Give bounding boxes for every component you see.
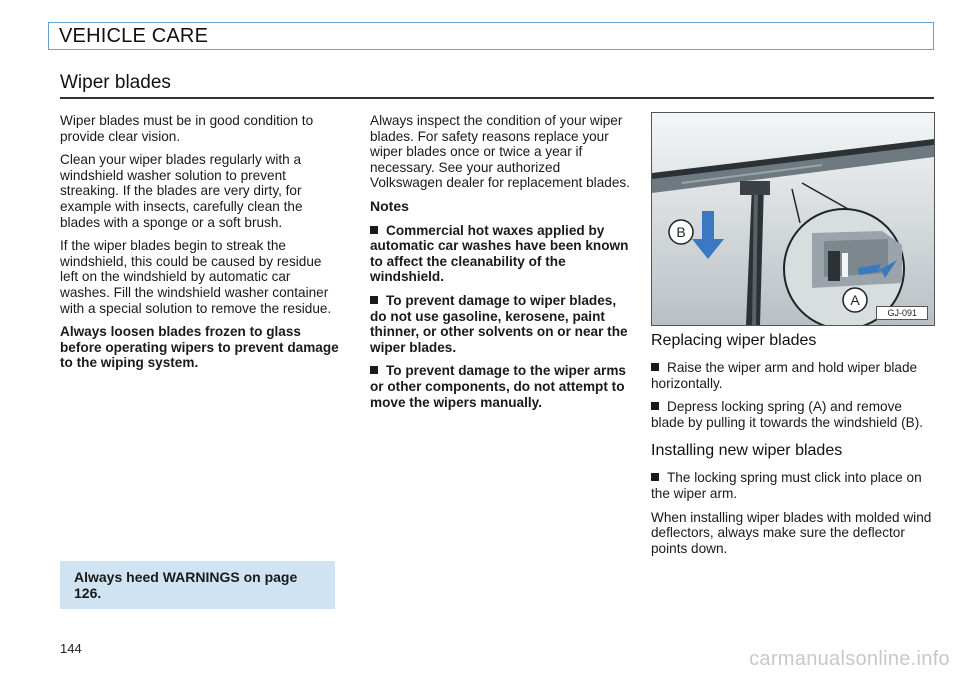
- figure-code: GJ-091: [876, 306, 928, 320]
- section-divider: [60, 97, 934, 99]
- column-right: [651, 332, 935, 564]
- replacing-title: Replacing wiper blades: [651, 332, 817, 349]
- paragraph-frozen-warning: Always loosen blades frozen to glass before operating wipers to prevent damage to the wiping system.: [60, 324, 339, 371]
- page-number: 144: [60, 641, 82, 656]
- replacing-step: Depress locking spring (A) and remove blade by pulling it towards the windshield (B).: [651, 399, 924, 430]
- paragraph-inspect: Always inspect the condition of your wiper blades. For safety reasons replace your wiper blades once or twice a year if necessary. See your authorized Volkswagen dealer for replacement blades.: [370, 113, 630, 191]
- bullet-square-icon: [651, 402, 659, 410]
- note-item: To prevent damage to the wiper arms or other components, do not attempt to move the wipers manually.: [370, 363, 626, 410]
- paragraph-streaking: If the wiper blades begin to streak the windshield, this could be caused by residue left on the windshield by automatic car washes. Fill the windshield washer container with a special solution to remove the residue.: [60, 238, 332, 316]
- installing-note: When installing wiper blades with molded wind deflectors, always make sure the deflector points down.: [651, 509, 932, 556]
- installing-step: The locking spring must click into place on the wiper arm.: [651, 470, 922, 501]
- header-box: [48, 22, 934, 50]
- warning-text: Always heed WARNINGS on page 126.: [74, 569, 298, 601]
- column-left: [60, 113, 343, 379]
- wiper-illustration: [652, 113, 934, 325]
- bullet-square-icon: [651, 473, 659, 481]
- label-a-text: A: [850, 292, 860, 308]
- paragraph-cleaning: Clean your wiper blades regularly with a windshield washer solution to prevent streaking. If the blades are very dirty, for example with insects, carefully clean the blades with a sponge or a soft brush.: [60, 152, 303, 230]
- bullet-square-icon: [370, 226, 378, 234]
- section-title: Wiper blades: [60, 72, 171, 93]
- header-title: VEHICLE CARE: [59, 25, 209, 47]
- note-item: To prevent damage to wiper blades, do not use gasoline, kerosene, paint thinner, or other solvents on or near the wiper blades.: [370, 292, 628, 355]
- notes-heading: Notes: [370, 197, 409, 214]
- paragraph-condition: Wiper blades must be in good condition to provide clear vision.: [60, 113, 314, 144]
- label-b-text: B: [676, 224, 686, 240]
- bullet-square-icon: [370, 296, 378, 304]
- bullet-square-icon: [651, 363, 659, 371]
- replacing-step: Raise the wiper arm and hold wiper blade horizontally.: [651, 360, 918, 391]
- column-middle: [370, 113, 632, 418]
- watermark-text: carmanualsonline.info: [749, 648, 950, 670]
- note-item: Commercial hot waxes applied by automatic car washes have been known to affect the cleanability of the windshield.: [370, 222, 629, 285]
- warning-box: [60, 561, 335, 609]
- installing-title: Installing new wiper blades: [651, 442, 843, 460]
- wiper-blade-figure: [651, 112, 935, 326]
- bullet-square-icon: [370, 366, 378, 374]
